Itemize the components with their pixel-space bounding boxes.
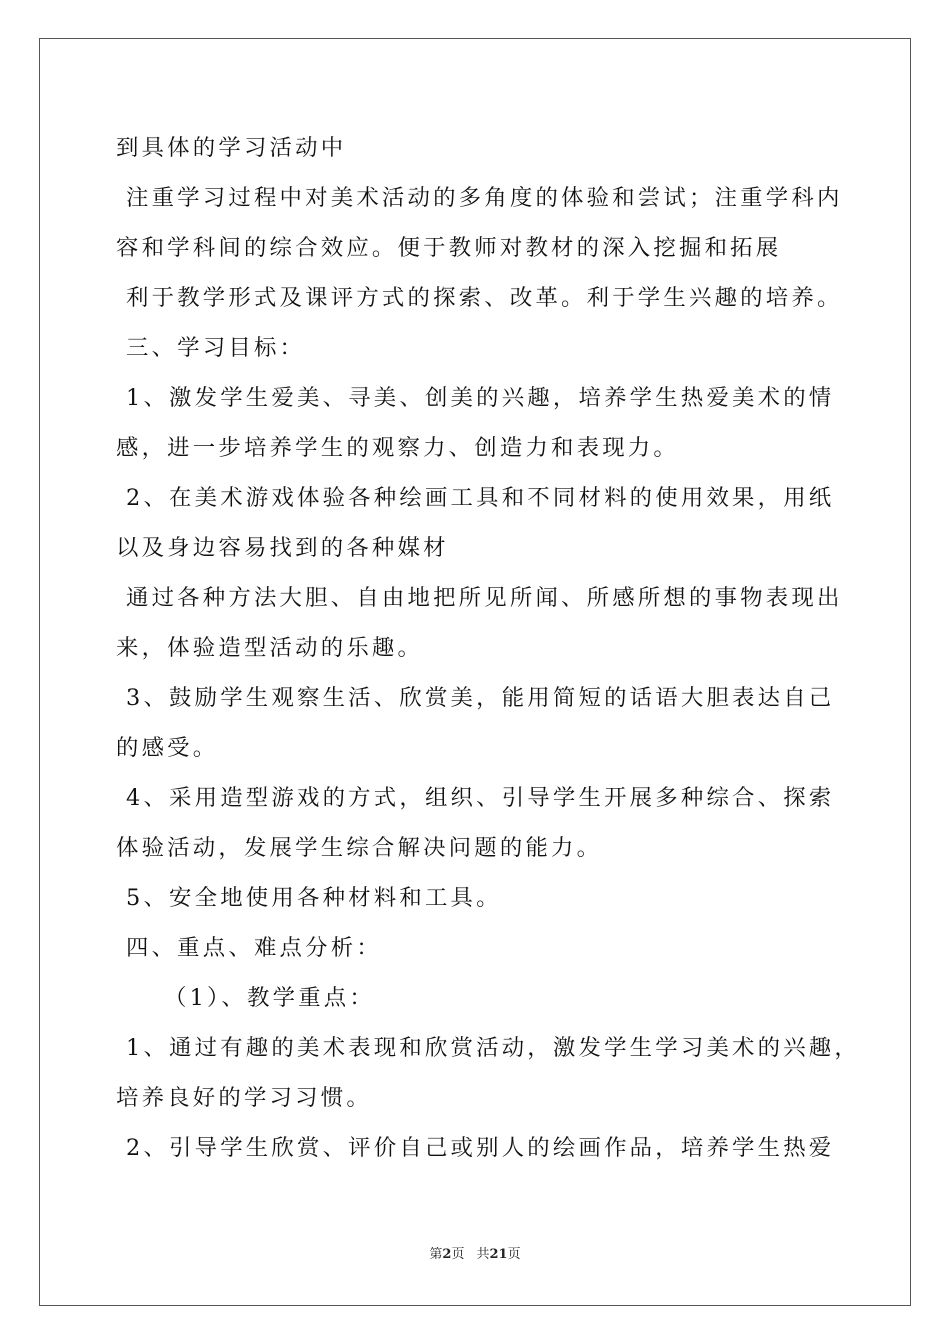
page-border [39, 38, 911, 1306]
text-line: 4、采用造型游戏的方式，组织、引导学生开展多种综合、探索 [126, 785, 835, 811]
text-line: 容和学科间的综合效应。便于教师对教材的深入挖掘和拓展 [116, 235, 782, 261]
text-line: 来，体验造型活动的乐趣。 [116, 635, 424, 661]
total-suffix: 页 [507, 1247, 521, 1262]
text-line: 1、激发学生爱美、寻美、创美的兴趣，培养学生热爱美术的情 [126, 385, 835, 411]
text-line: 2、引导学生欣赏、评价自己或别人的绘画作品，培养学生热爱 [126, 1135, 835, 1161]
text-line: 1、通过有趣的美术表现和欣赏活动，激发学生学习美术的兴趣， [126, 1035, 860, 1061]
section-heading: 四、重点、难点分析： [126, 935, 382, 961]
text-line: 5、安全地使用各种材料和工具。 [126, 885, 502, 911]
page-footer [0, 1246, 950, 1264]
page-prefix: 第 [429, 1247, 443, 1262]
text-line: 的感受。 [116, 735, 219, 761]
text-line: 感，进一步培养学生的观察力、创造力和表现力。 [116, 435, 679, 461]
page-number: 2 [442, 1247, 452, 1262]
text-line: 3、鼓励学生观察生活、欣赏美，能用简短的话语大胆表达自己 [126, 685, 835, 711]
text-line: 通过各种方法大胆、自由地把所见所闻、所感所想的事物表现出 [126, 585, 843, 611]
total-pages: 21 [489, 1247, 508, 1262]
text-line: 注重学习过程中对美术活动的多角度的体验和尝试；注重学科内 [126, 185, 843, 211]
text-line: 利于教学形式及课评方式的探索、改革。利于学生兴趣的培养。 [126, 285, 843, 311]
total-prefix: 共 [476, 1247, 490, 1262]
text-line: 以及身边容易找到的各种媒材 [116, 535, 449, 561]
subsection-heading: （1）、教学重点： [164, 985, 375, 1011]
text-line: 2、在美术游戏体验各种绘画工具和不同材料的使用效果，用纸 [126, 485, 835, 511]
text-line: 培养良好的学习习惯。 [116, 1085, 372, 1111]
page-suffix: 页 [451, 1247, 465, 1262]
text-line: 到具体的学习活动中 [116, 135, 347, 161]
section-heading: 三、学习目标： [126, 335, 306, 361]
text-line: 体验活动，发展学生综合解决问题的能力。 [116, 835, 603, 861]
